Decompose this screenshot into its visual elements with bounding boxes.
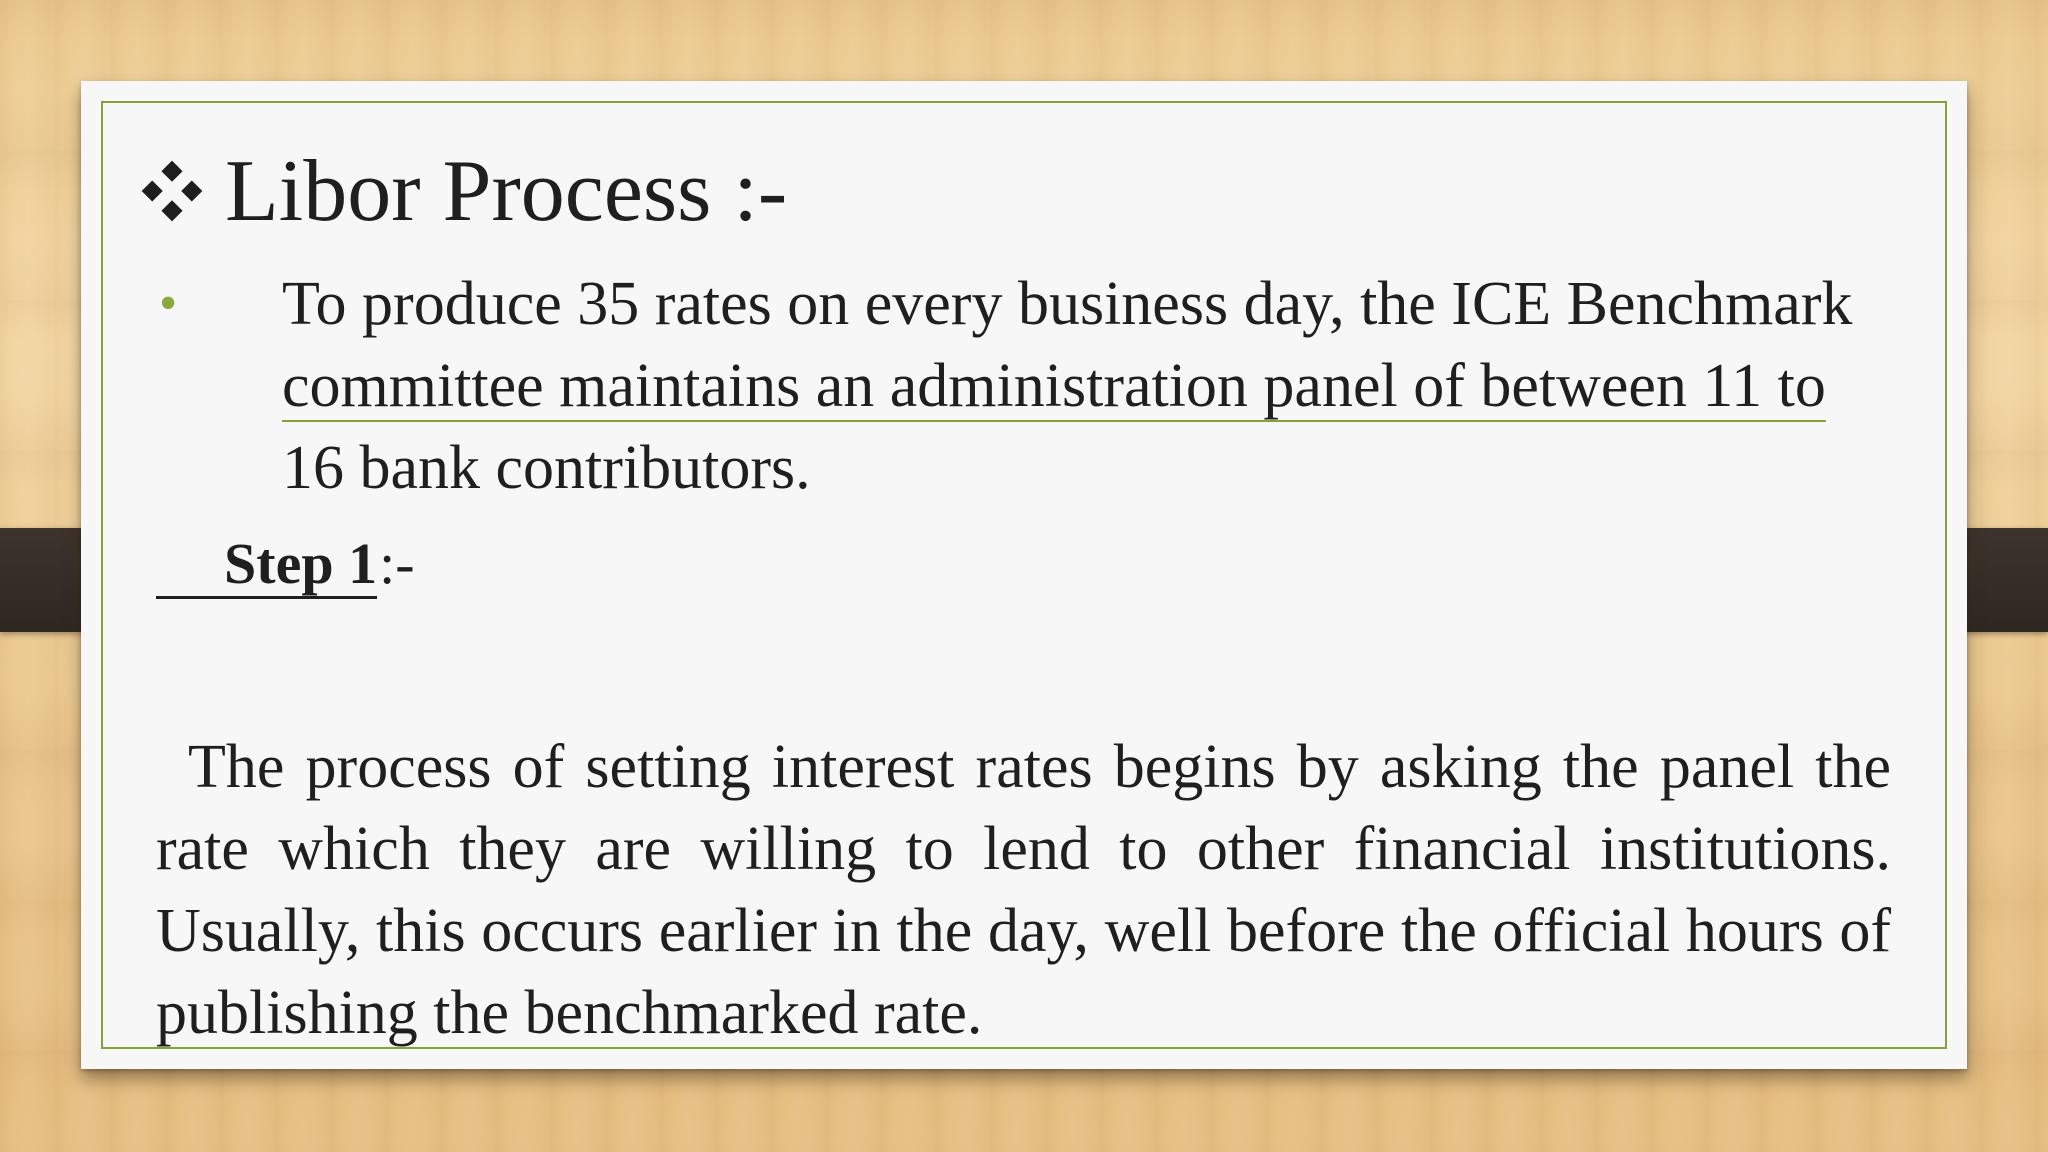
bullet-line-2: committee maintains an administration panel of between 11 to <box>282 352 1826 420</box>
diamond-cross-icon <box>139 158 205 224</box>
bullet-text <box>282 263 1982 509</box>
bullet-dot-icon: • <box>159 275 178 332</box>
bullet-line-1: To produce 35 rates on every business day, the ICE Benchmark <box>282 270 1853 338</box>
step-suffix: :- <box>379 531 415 596</box>
step-paragraph <box>156 726 1891 1054</box>
step-paragraph-text: The process of setting interest rates begins by asking the panel the rate which they are willing to lend to other financial institutions. Usually, this occurs earlier in the day, well before the official hours of publishing the benchmarked rate. <box>156 733 1891 1047</box>
slide-title-text: Libor Process :- <box>225 142 788 240</box>
slide-card <box>81 81 1967 1069</box>
slide-title <box>139 141 787 241</box>
step-label: Step 1 <box>156 531 377 599</box>
bullet-line-3: 16 bank contributors. <box>282 434 811 502</box>
step-heading <box>156 525 415 603</box>
